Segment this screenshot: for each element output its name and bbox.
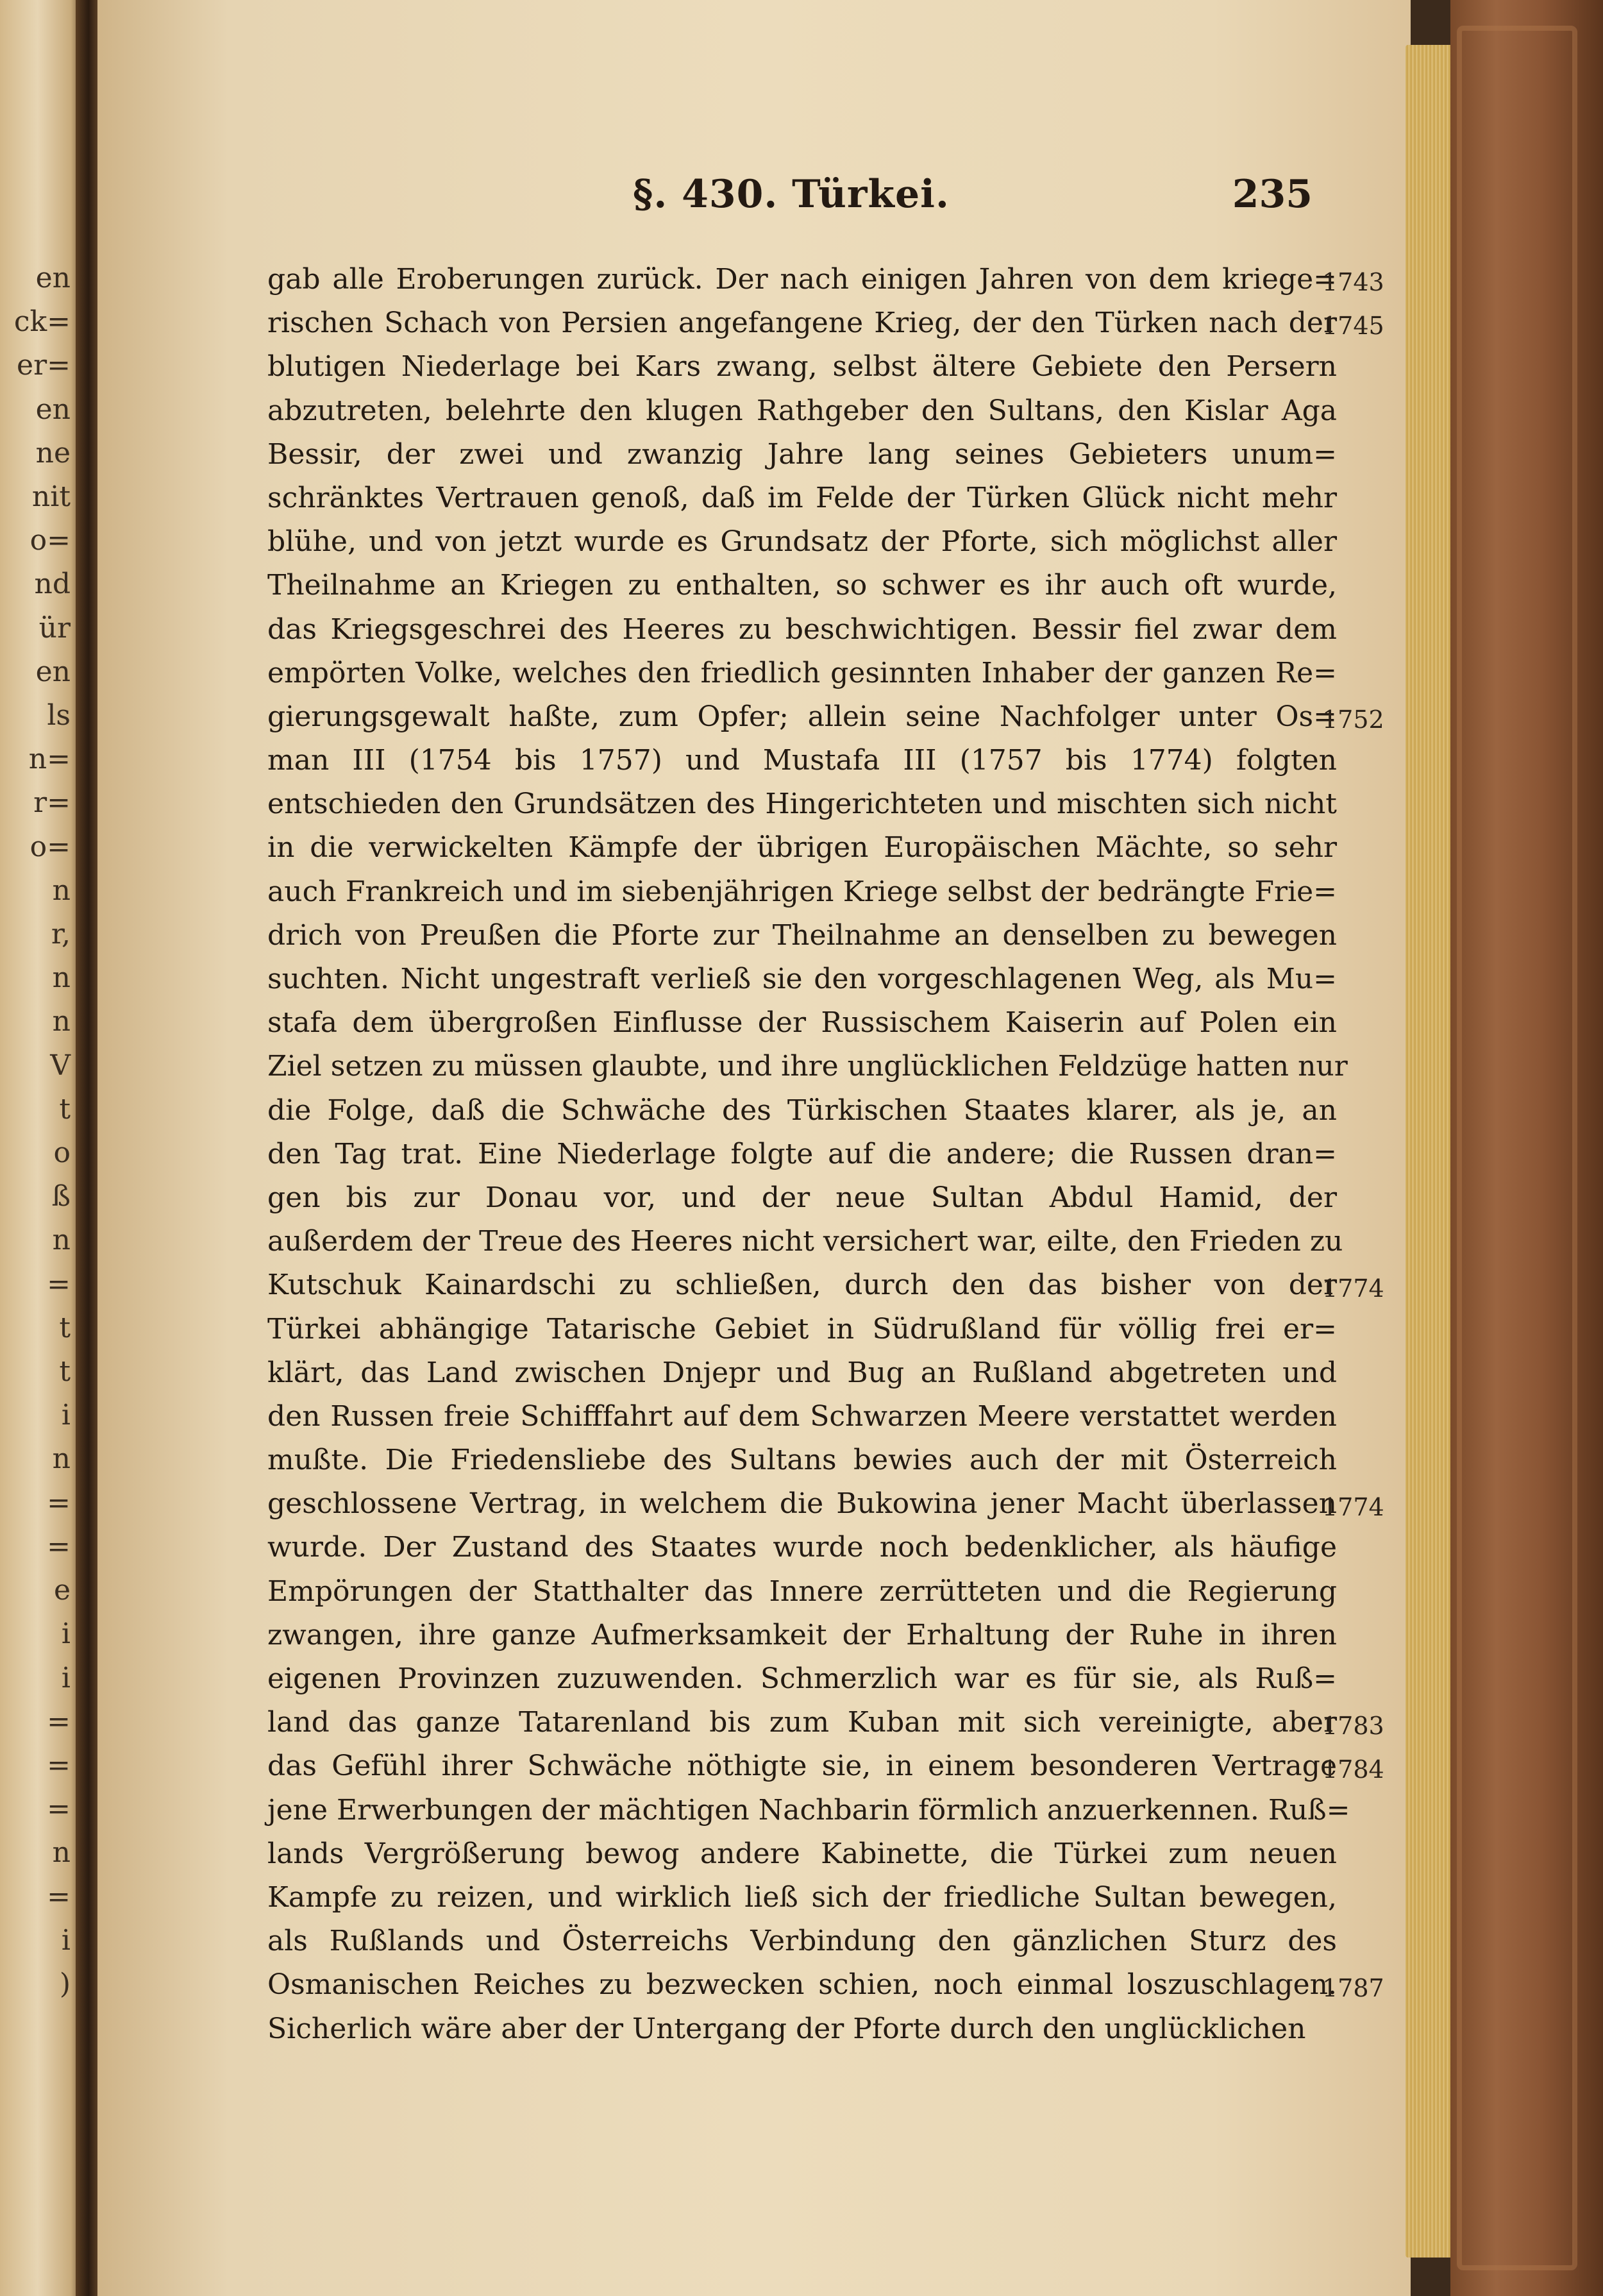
text-line: empörten Volke, welches den friedlich gesinnten Inhaber der ganzen Re= (267, 656, 1337, 689)
text-line: man III (1754 bis 1757) und Mustafa III (1757 bis 1774) folgten (267, 744, 1337, 777)
left-page-fragment: ) (59, 1967, 71, 2000)
text-line: wurde. Der Zustand des Staates wurde noch bedenklicher, als häufige (267, 1531, 1337, 1564)
text-line: land das ganze Tatarenland bis zum Kuban mit sich vereinigte, aber (267, 1706, 1337, 1739)
text-line: das Kriegsgeschrei des Heeres zu beschwichtigen. Bessir fiel zwar dem (267, 612, 1337, 646)
page-number: 235 (1232, 172, 1313, 217)
left-page-fragment: = (47, 1267, 71, 1301)
text-line: Kampfe zu reizen, und wirklich ließ sich der friedliche Sultan bewegen, (267, 1880, 1337, 1914)
left-page-fragment: = (47, 1530, 71, 1563)
left-page-fragment: ls (47, 699, 71, 732)
left-page-fragment: n (52, 1005, 71, 1038)
left-page-fragment: nd (34, 568, 71, 601)
text-line: eigenen Provinzen zuzuwenden. Schmerzlich war es für sie, als Ruß= (267, 1662, 1337, 1695)
text-line: Osmanischen Reiches zu bezwecken schien, noch einmal loszuschlagen. (267, 1968, 1337, 2002)
left-page-fragment: ne (35, 436, 71, 469)
text-line: Sicherlich wäre aber der Untergang der Pforte durch den unglücklichen (267, 2012, 1306, 2045)
body-text (267, 258, 1350, 2051)
left-page-fragment: er= (17, 349, 71, 382)
left-page-fragment: n (52, 961, 71, 995)
text-line: Empörungen der Statthalter das Innere zerrütteten und die Regierung (267, 1574, 1337, 1608)
text-line: den Russen freie Schifffahrt auf dem Schwarzen Meere verstattet werden (267, 1399, 1337, 1433)
text-line: abzutreten, belehrte den klugen Rathgeber den Sultans, den Kislar Aga (267, 394, 1337, 427)
left-page-fragment: = (47, 1486, 71, 1519)
text-line: schränktes Vertrauen genoß, daß im Felde der Türken Glück nicht mehr (267, 481, 1337, 514)
left-page-fragment: ck= (13, 305, 71, 339)
text-line: den Tag trat. Eine Niederlage folgte auf die andere; die Russen dran= (267, 1137, 1337, 1170)
left-page-fragment: n (52, 1836, 71, 1870)
left-page-fragment: o= (29, 830, 71, 863)
left-page-fragment: i (61, 1661, 71, 1694)
left-page-fragment: ür (38, 611, 71, 645)
text-line: außerdem der Treue des Heeres nicht versichert war, eilte, den Frieden zu (267, 1225, 1343, 1258)
left-page-fragment: t (59, 1092, 71, 1126)
text-line: in die verwickelten Kämpfe der übrigen Europäischen Mächte, so sehr (267, 831, 1337, 865)
left-page-fragment: r, (51, 918, 71, 951)
section-title: §. 430. Türkei. (633, 172, 950, 217)
book-page (97, 0, 1411, 2296)
margin-year: 1787 (1322, 1973, 1384, 2002)
left-page-fragment: en (35, 262, 71, 294)
text-line: Theilnahme an Kriegen zu enthalten, so schwer es ihr auch oft wurde, (267, 569, 1337, 602)
left-page-fragment: = (47, 1748, 71, 1782)
text-line: blühe, und von jetzt wurde es Grundsatz der Pforte, sich möglichst aller (267, 525, 1337, 559)
text-line: geschlossene Vertrag, in welchem die Bukowina jener Macht überlassen (267, 1487, 1337, 1521)
left-page-fragment: = (47, 1793, 71, 1826)
margin-year: 1784 (1322, 1755, 1384, 1784)
left-page-fragment: o (53, 1136, 71, 1170)
left-page-fragment: i (61, 1399, 71, 1432)
text-line: entschieden den Grundsätzen des Hingerichteten und mischten sich nicht (267, 788, 1337, 821)
left-page-fragment: en (35, 393, 71, 426)
left-page-fragment: n (52, 874, 71, 907)
text-line: blutigen Niederlage bei Kars zwang, selbst ältere Gebiete den Persern (267, 350, 1337, 384)
text-line: rischen Schach von Persien angefangene Krieg, der den Türken nach der (267, 307, 1337, 340)
text-line: lands Vergrößerung bewog andere Kabinette, die Türkei zum neuen (267, 1837, 1337, 1870)
text-line: zwangen, ihre ganze Aufmerksamkeit der Erhaltung der Ruhe in ihren (267, 1618, 1337, 1651)
left-page-fragment: = (47, 1880, 71, 1913)
margin-year: 1774 (1322, 1492, 1384, 1521)
text-line: klärt, das Land zwischen Dnjepr und Bug an Rußland abgetreten und (267, 1356, 1337, 1389)
text-line: Kutschuk Kainardschi zu schließen, durch den das bisher von der (267, 1269, 1337, 1302)
text-line: auch Frankreich und im siebenjährigen Kriege selbst der bedrängte Frie= (267, 875, 1337, 908)
text-line: drich von Preußen die Pforte zur Theilnahme an denselben zu bewegen (267, 918, 1337, 952)
left-page-fragment: i (61, 1617, 71, 1651)
left-page-fragment: n= (28, 743, 71, 776)
text-line: Türkei abhängige Tatarische Gebiet in Südrußland für völlig frei er= (267, 1312, 1337, 1346)
text-line: die Folge, daß die Schwäche des Türkischen Staates klarer, als je, an (267, 1093, 1337, 1127)
left-page-fragments (0, 257, 71, 2006)
margin-year: 1783 (1322, 1711, 1384, 1740)
book-cover (1450, 0, 1603, 2296)
text-line: suchten. Nicht ungestraft verließ sie den vorgeschlagenen Weg, als Mu= (267, 963, 1337, 995)
left-page-fragment: n (52, 1442, 71, 1476)
left-page-fragment: t (59, 1355, 71, 1389)
left-page-fragment: en (35, 655, 71, 688)
text-line: Ziel setzen zu müssen glaubte, und ihre unglücklichen Feldzüge hatten nur (267, 1050, 1348, 1083)
left-page-fragment: nit (31, 480, 71, 514)
left-page-fragment: ß (51, 1180, 71, 1213)
gilt-page-edges (1406, 45, 1457, 2258)
text-line: als Rußlands und Österreichs Verbindung den gänzlichen Sturz des (267, 1925, 1337, 1958)
text-line: gierungsgewalt haßte, zum Opfer; allein seine Nachfolger unter Os= (267, 700, 1337, 733)
left-page-fragment: n (52, 1224, 71, 1257)
margin-year: 1774 (1322, 1274, 1384, 1303)
text-line: jene Erwerbungen der mächtigen Nachbarin förmlich anzuerkennen. Ruß= (267, 1793, 1350, 1827)
text-line: mußte. Die Friedensliebe des Sultans bewies auch der mit Österreich (267, 1444, 1337, 1477)
running-header (543, 172, 1313, 230)
left-page-fragment: o= (29, 524, 71, 557)
left-page-fragment: r= (33, 786, 71, 820)
left-page-edge (0, 0, 83, 2296)
left-page-fragment: V (50, 1049, 71, 1082)
left-page-fragment: e (53, 1574, 71, 1607)
left-page-fragment: = (47, 1705, 71, 1738)
text-line: das Gefühl ihrer Schwäche nöthigte sie, in einem besonderen Vertrage (267, 1750, 1337, 1783)
text-line: gab alle Eroberungen zurück. Der nach einigen Jahren von dem kriege= (267, 263, 1337, 296)
text-line: Bessir, der zwei und zwanzig Jahre lang seines Gebieters unum= (267, 437, 1337, 471)
margin-year: 1752 (1322, 705, 1384, 734)
text-line: gen bis zur Donau vor, und der neue Sultan Abdul Hamid, der (267, 1181, 1337, 1214)
left-page-fragment: t (59, 1311, 71, 1344)
text-line: stafa dem übergroßen Einflusse der Russischem Kaiserin auf Polen ein (267, 1006, 1337, 1040)
margin-year: 1745 (1322, 312, 1384, 341)
margin-year: 1743 (1322, 268, 1384, 296)
left-page-fragment: i (61, 1923, 71, 1957)
